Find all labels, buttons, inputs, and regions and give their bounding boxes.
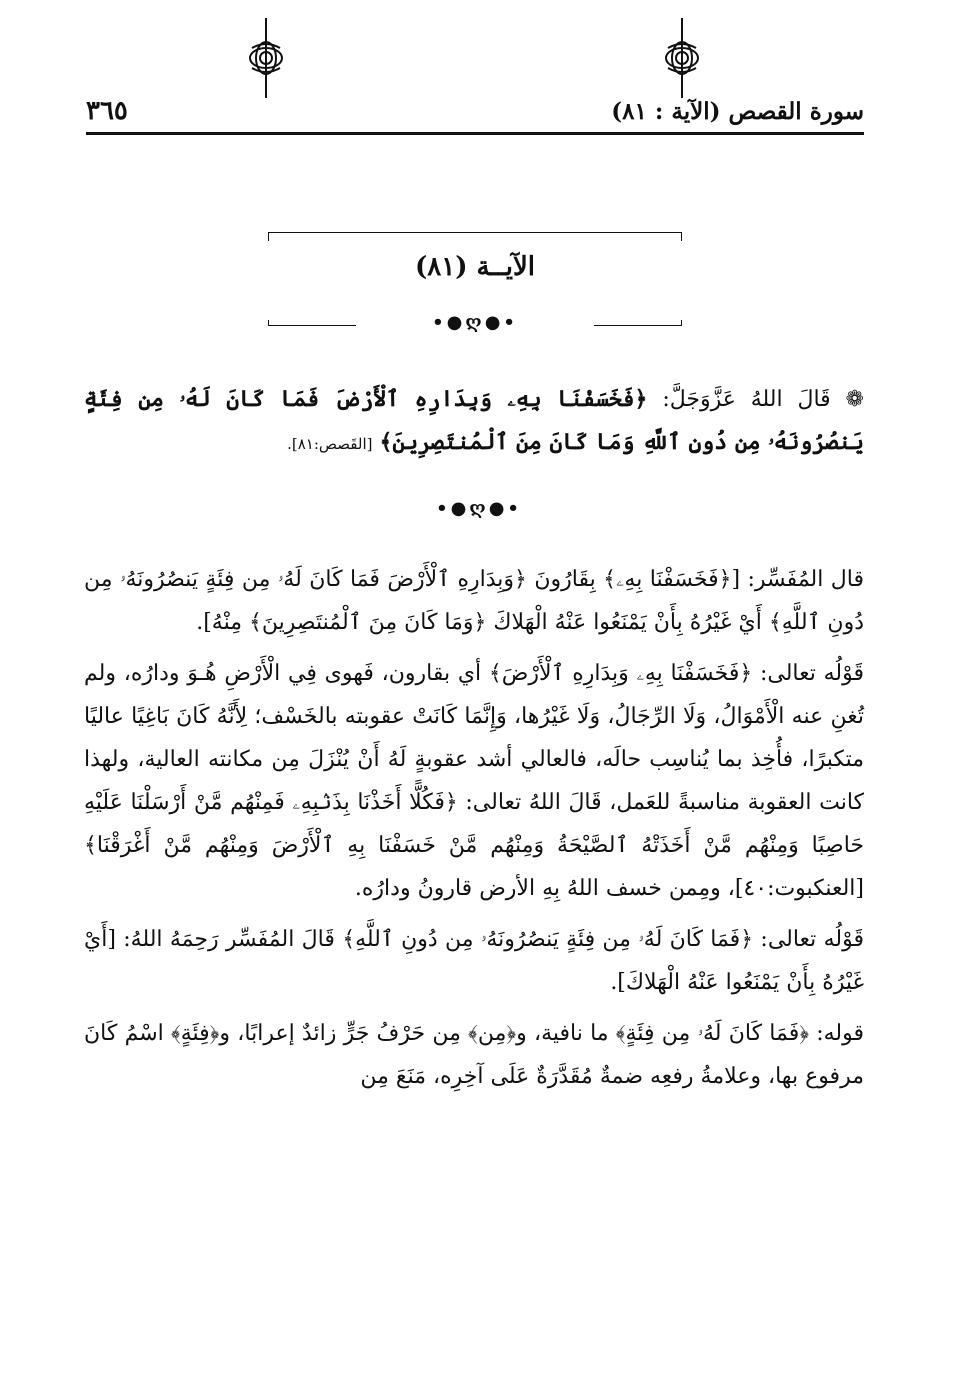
section-divider: •●ღ●•	[436, 498, 522, 519]
title-ornament: •●ღ●•	[432, 312, 518, 333]
running-title: سورة القصص (الآية : ٨١)	[611, 98, 864, 125]
flower-icon: ❁	[830, 387, 864, 412]
running-header	[86, 96, 864, 135]
page-number: ٣٦٥	[86, 96, 128, 126]
verse-text: ﴿فَخَسَفْنَا بِهِۦ وَبِدَارِهِ ٱلْأَرْضَ فَمَا كَانَ لَهُۥ مِن فِئَةٍ يَنصُرُونَهُۥ مِن دُونِ ٱللَّهِ وَمَا كَانَ مِنَ ٱلْمُنتَصِرِينَ﴾	[84, 386, 864, 455]
verse-intro: قَالَ اللهُ عَزَّوَجَلَّ:	[662, 387, 831, 412]
commentary-body	[84, 558, 864, 1098]
paragraph: قَوْلُه تعالى: ﴿فَمَا كَانَ لَهُۥ مِن فِئَةٍ يَنصُرُونَهُۥ مِن دُونِ ٱللَّهِ﴾ قَالَ المُفَسِّر رَحِمَهُ اللهُ: [أَيْ غَيْرُهُ بِأَنْ يَمْنَعُوا عَنْهُ الْهَلاكَ].	[84, 927, 864, 995]
paragraph: قوله: ﴿فَمَا كَانَ لَهُۥ مِن فِئَةٍ﴾ ما نافية، و﴿مِن﴾ مِن حَرْفُ جَرٍّ زائدٌ إعرابًا، و﴿فِئَةٍ﴾ اسْمُ كَانَ مرفوع بها، وعلامةُ رفعِه ضمةٌ مُقَدَّرَةٌ عَلَى آخِرِه، مَنَعَ مِن	[84, 1021, 864, 1089]
verse-reference: [القَصص:٨١].	[287, 435, 373, 453]
paragraph: قَوْلُه تعالى: ﴿فَخَسَفْنَا بِهِۦ وَبِدَارِهِ ٱلْأَرْضَ﴾ أي بقارون، فَهوى فِي الْأَرْضِ هُـوَ ودارُه، ولم تُغنِ عنه الْأَمْوَالُ، وَلَا الرِّجَالُ، وَلَا غَيْرُها، وَإِنَّمَا كَانَتْ عقوبته بالخَسْف؛ لِأَنَّهُ كَانَ بَاغِيًا عاليًا متكبرًا، فأُخِذ بما يُناسِب حالَه، فالعالي أشد عقوبةٍ لَهُ أَنْ يُنْزَلَ مِن مكانته العالية، ولهذا كانت العقوبة مناسبةً للعَمل، قَالَ اللهُ تعالى: ﴿فَكُلًّا أَخَذْنَا بِذَنۢبِهِۦ فَمِنْهُم مَّنْ أَرْسَلْنَا عَلَيْهِ حَاصِبًا وَمِنْهُم مَّنْ أَخَذَتْهُ ٱلصَّيْحَةُ وَمِنْهُم مَّنْ خَسَفْنَا بِهِ ٱلْأَرْضَ وَمِنْهُم مَّنْ أَغْرَقْنَا﴾ [العنكبوت:٤٠]، ومِمن خسف اللهُ بِهِ الأرض قارونُ ودارُه.	[84, 661, 864, 901]
ayah-title-frame	[268, 232, 682, 333]
paragraph: قال المُفَسِّر: [﴿فَخَسَفْنَا بِهِۦ﴾ بِقَارُونَ ﴿وَبِدَارِهِ ٱلْأَرْضَ فَمَا كَانَ لَهُۥ مِن فِئَةٍ يَنصُرُونَهُۥ مِن دُونِ ٱللَّهِ﴾ أَيْ غَيْرُهُ بِأَنْ يَمْنَعُوا عَنْهُ الْهَلاكَ ﴿وَمَا كَانَ مِنَ ٱلْمُنتَصِرِينَ﴾ مِنْهُ].	[84, 567, 864, 635]
ornament-knot-icon	[246, 18, 286, 98]
verse-block	[84, 378, 864, 466]
ayah-title: الآيــة (٨١)	[414, 252, 536, 282]
ornament-knot-icon	[662, 18, 702, 98]
